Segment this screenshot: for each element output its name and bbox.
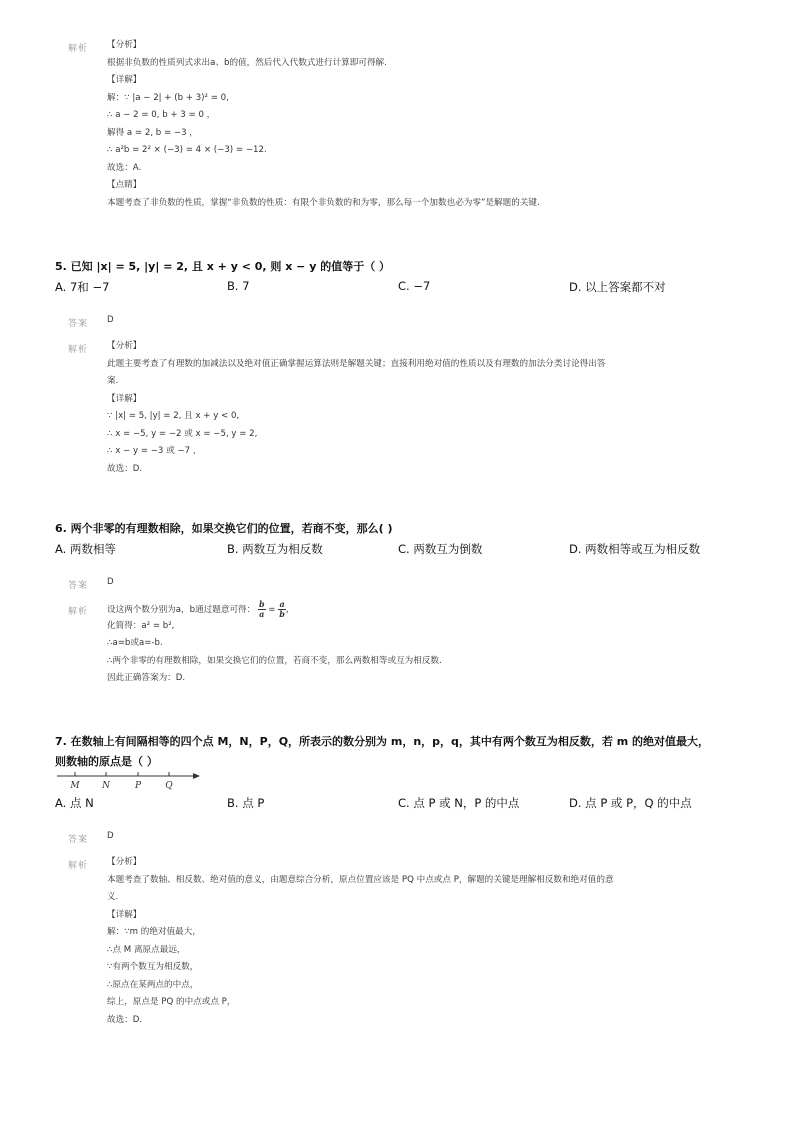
frac-denominator: a <box>259 609 265 619</box>
q5-line: ∴ x = −5, y = −2 或 x = −5, y = 2, <box>107 428 258 439</box>
point-label-m: M <box>70 781 80 791</box>
q7-line: 故选：D. <box>107 1014 143 1025</box>
q7-line: 【分析】 <box>107 857 142 867</box>
q6-line <box>107 600 442 618</box>
q6-line: ∴a=b或a=-b. <box>107 638 163 648</box>
answer-label: 答案 <box>68 835 89 845</box>
q7-option-a: A. 点 N <box>55 796 94 810</box>
q5-line: 【分析】 <box>107 341 142 351</box>
analysis-label: 解析 <box>68 44 89 54</box>
answer-label: 答案 <box>68 319 89 329</box>
q4-line: 【分析】 <box>107 40 142 50</box>
q7-option-b: B. 点 P <box>227 796 265 810</box>
q6-option-b: B. 两数互为相反数 <box>227 542 323 556</box>
q6-stem: 6. 两个非零的有理数相除，如果交换它们的位置，若商不变，那么( ) <box>55 522 393 535</box>
q5-answer: D <box>107 315 114 325</box>
comma: , <box>285 605 289 615</box>
frac-denominator: b <box>279 609 285 619</box>
q6-line-text: 设这两个数分别为a，b通过题意可得： <box>107 605 256 615</box>
q5-line: 【详解】 <box>107 393 142 404</box>
q6-option-c: C. 两数互为倒数 <box>398 542 483 556</box>
fraction-a-over-b <box>278 600 286 619</box>
analysis-label: 解析 <box>68 607 89 617</box>
point-label-n: N <box>102 781 110 791</box>
q5-line: 故选：D. <box>107 463 143 474</box>
q4-line: 解得 a = 2, b = −3 ， <box>107 127 198 138</box>
analysis-label: 解析 <box>68 861 89 871</box>
q7-line: 解：∵m 的绝对值最大， <box>107 927 201 937</box>
point-label-p: P <box>134 781 142 791</box>
q7-line: 义. <box>107 892 119 902</box>
q5-stem: 5. 已知 |x| = 5, |y| = 2, 且 x + y < 0, 则 x − y 的值等于（ ） <box>55 260 391 273</box>
number-line-figure <box>55 770 205 792</box>
q6-option-a: A. 两数相等 <box>55 542 116 556</box>
q7-line: ∵有两个数互为相反数， <box>107 962 199 972</box>
q7-stem-line2: 则数轴的原点是（ ） <box>55 755 158 768</box>
q7-option-d: D. 点 P 或 P，Q 的中点 <box>569 796 692 810</box>
q4-line: 【详解】 <box>107 75 142 85</box>
q5-analysis <box>107 338 605 478</box>
q5-line: ∵ |x| = 5, |y| = 2, 且 x + y < 0, <box>107 411 240 421</box>
q6-line: ∴两个非零的有理数相除，如果交换它们的位置，若商不变，那么两数相等或互为相反数. <box>107 655 442 666</box>
q5-option-d: D. 以上答案都不对 <box>569 280 666 294</box>
q7-stem-line1: 7. 在数轴上有间隔相等的四个点 M，N，P，Q，所表示的数分别为 m，n，p，q，其中有两个数互为相反数，若 m 的绝对值最大， <box>55 735 710 748</box>
fraction-b-over-a <box>258 600 266 619</box>
q7-line: 【详解】 <box>107 909 142 920</box>
frac-numerator: a <box>279 599 285 609</box>
q7-line: ∴原点在某两点的中点， <box>107 979 199 990</box>
axis-arrow-icon <box>193 773 200 779</box>
q4-analysis <box>107 37 540 212</box>
q4-line: 本题考查了非负数的性质，掌握“非负数的性质：有限个非负数的和为零，那么每一个加数也必为零”是解题的关键. <box>107 197 540 208</box>
q5-line: 案. <box>107 376 119 386</box>
q5-option-c: C. −7 <box>398 279 431 293</box>
frac-numerator: b <box>258 599 265 609</box>
q6-line: 化简得：a² = b², <box>107 620 175 631</box>
q7-analysis <box>107 854 614 1029</box>
q4-line: ∴ a − 2 = 0, b + 3 = 0 ， <box>107 110 216 120</box>
q7-option-c: C. 点 P 或 N，P 的中点 <box>398 796 520 810</box>
q6-option-d: D. 两数相等或互为相反数 <box>569 542 701 556</box>
answer-label: 答案 <box>68 581 89 591</box>
q5-option-b: B. 7 <box>227 279 250 293</box>
q5-option-a: A. 7和 −7 <box>55 280 110 294</box>
q6-line: 因此正确答案为：D. <box>107 673 186 683</box>
q4-line: 解：∵ |a − 2| + (b + 3)² = 0, <box>107 92 229 103</box>
equals-sign: = <box>268 605 276 615</box>
q4-line: 根据非负数的性质列式求出a、b的值，然后代入代数式进行计算即可得解. <box>107 57 387 68</box>
q5-line: 此题主要考查了有理数的加减法以及绝对值正确掌握运算法则是解题关键；直接利用绝对值的性质以及有理数的加法分类讨论得出答 <box>107 358 606 369</box>
q4-line: ∴ a²b = 2² × (−3) = 4 × (−3) = −12. <box>107 145 267 155</box>
q7-line: ∴点 M 离原点最远， <box>107 944 186 955</box>
point-label-q: Q <box>165 781 173 791</box>
q5-line: ∴ x − y = −3 或 −7 ， <box>107 446 202 456</box>
q6-analysis <box>107 600 442 688</box>
analysis-label: 解析 <box>68 345 89 355</box>
q4-line: 【点睛】 <box>107 180 142 190</box>
q7-line: 综上，原点是 PQ 的中点或点 P， <box>107 997 236 1007</box>
q7-line: 本题考查了数轴、相反数、绝对值的意义，由题意综合分析，原点位置应该是 PQ 中点或点 P，解题的关键是理解相反数和绝对值的意 <box>107 874 614 885</box>
q7-answer: D <box>107 831 114 841</box>
q6-answer: D <box>107 577 114 587</box>
q4-line: 故选：A. <box>107 162 142 173</box>
